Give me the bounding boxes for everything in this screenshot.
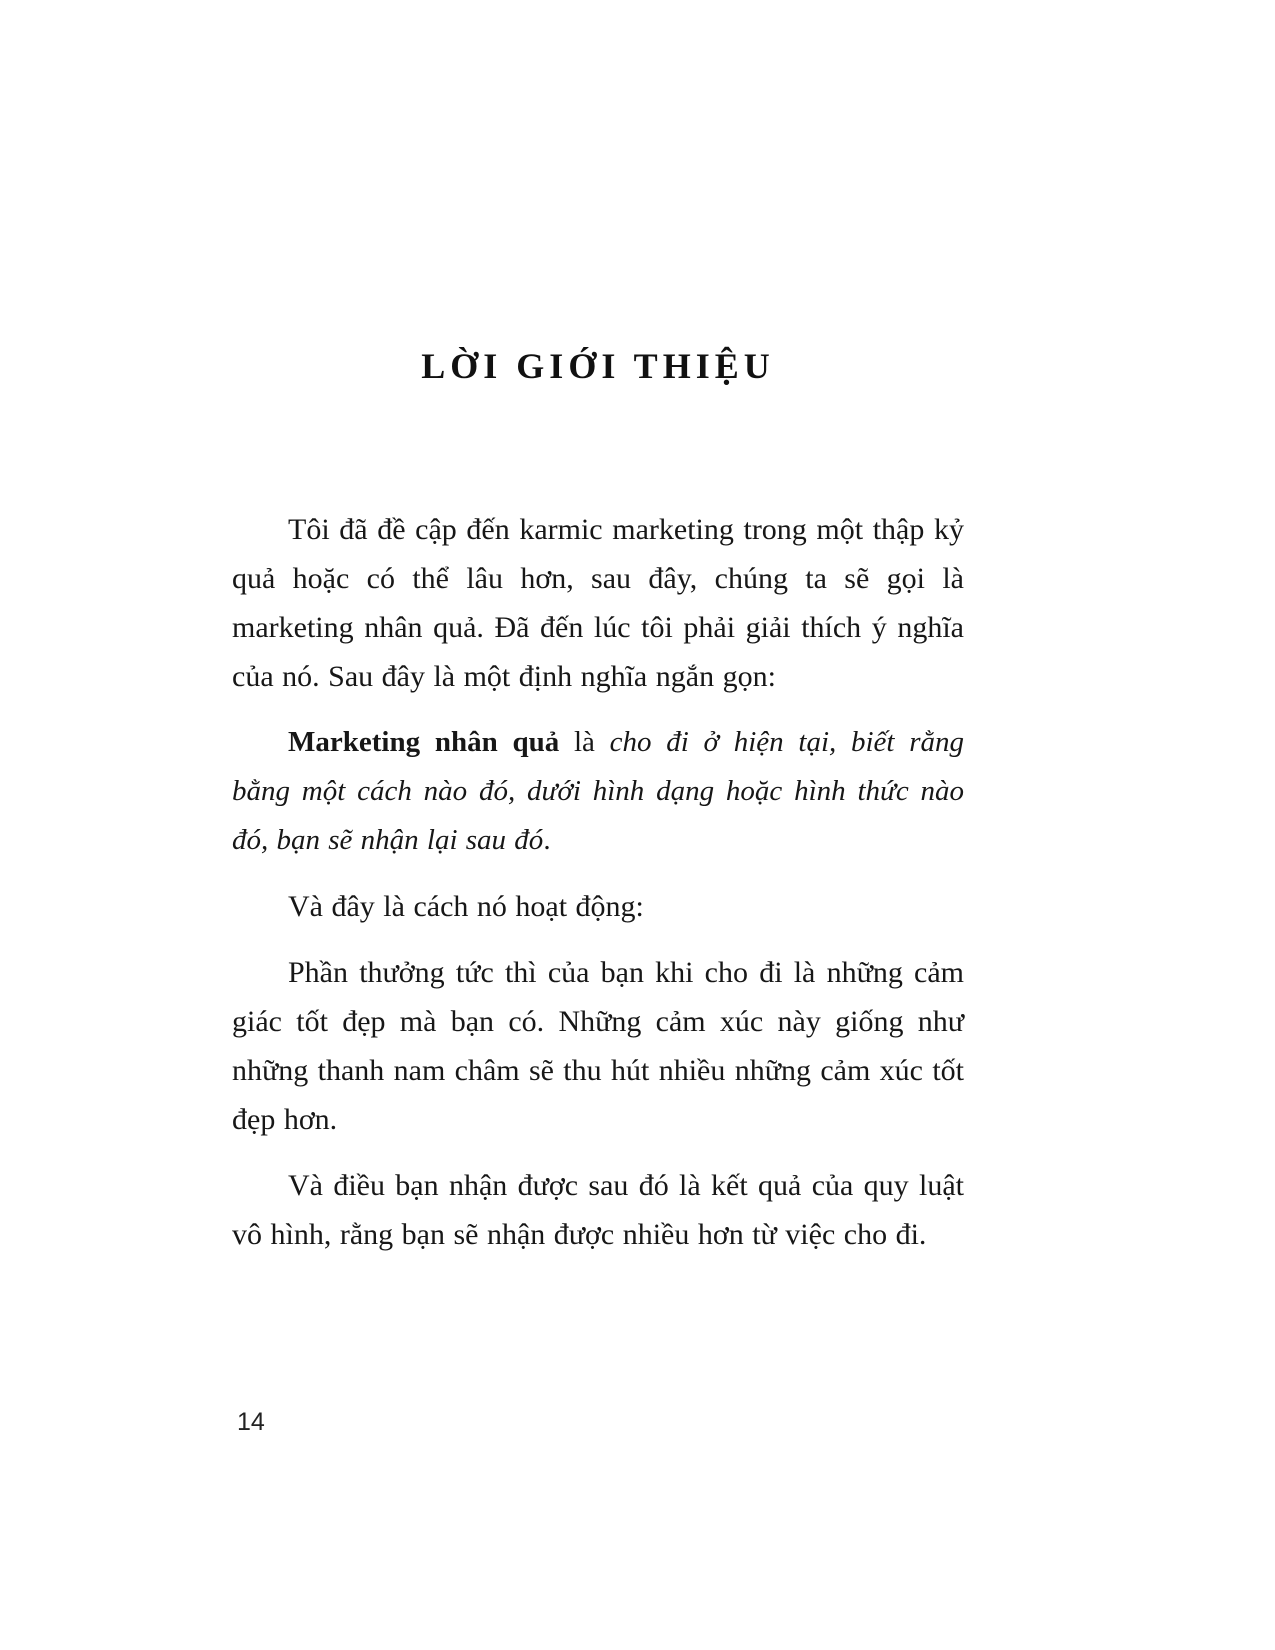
definition-italic-text: cho đi ở hiện tại, biết rằng bằng một cách nào đó, dưới hình dạng hoặc hình thức nào đó, bạn sẽ nhận lại sau đó [232,726,964,856]
paragraph-reward: Phần thưởng tức thì của bạn khi cho đi là những cảm giác tốt đẹp mà bạn có. Những cảm xúc này giống như những thanh nam châm sẽ thu hút nhiều những cảm xúc tốt đẹp hơn. [232,956,964,1136]
definition-term: Marketing nhân quả [288,726,560,758]
paragraph-intro: Tôi đã đề cập đến karmic marketing trong một thập kỷ quả hoặc có thể lâu hơn, sau đây, chúng ta sẽ gọi là marketing nhân quả. Đã đến lúc tôi phải giải thích ý nghĩa của nó. Sau đây là một định nghĩa ngắn gọn: [232,513,964,693]
paragraph-definition [232,718,964,865]
paragraph-lead: Và đây là cách nó hoạt động: [288,890,644,923]
paragraph-result: Và điều bạn nhận được sau đó là kết quả của quy luật vô hình, rằng bạn sẽ nhận được nhiều hơn từ việc cho đi. [232,1169,964,1251]
page-content [232,345,964,1276]
definition-connector: là [559,726,610,758]
page-number: 14 [237,1408,265,1436]
chapter-title: LỜI GIỚI THIỆU [421,346,775,386]
definition-period: . [543,824,551,856]
